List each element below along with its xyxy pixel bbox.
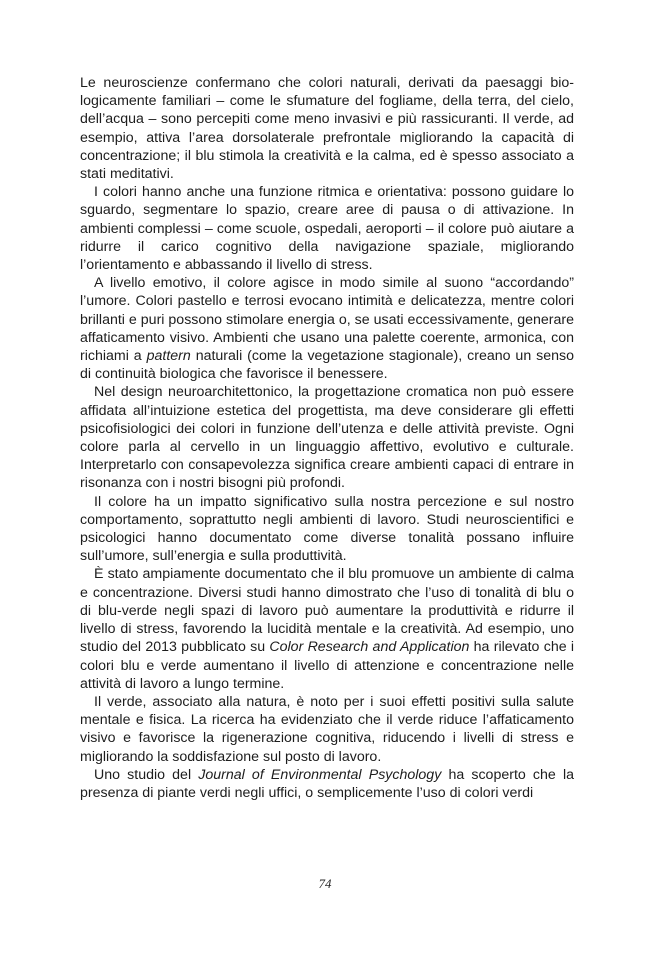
paragraph-text: ha rilevato che i colori blu e verde aumentano il livello di attenzione e concentrazione nelle attività di lavoro a lungo termine. [80, 639, 575, 692]
paragraph [80, 766, 574, 802]
paragraph [80, 693, 574, 766]
page-number: 74 [318, 876, 332, 891]
paragraph-text: I colori hanno anche una funzione ritmica e orientativa: possono guidare lo sguardo, segmentare lo spazio, creare aree di pausa o di attivazione. In ambienti complessi – come scuole, ospedali, aeroporti – il colore può aiutare a ridurre il carico cognitivo della navigazione spaziale, migliorando l’orientamento e abbassando il livello di stress. [80, 184, 574, 274]
paragraph-text: Il colore ha un impatto significativo sulla nostra percezione e sul nostro comportamento, soprattutto negli ambienti di lavoro. Studi neuroscientifici e psicologici hanno documentato come diverse tonalità possano influire sull’umore, sull’energia e sulla produttività. [80, 493, 574, 565]
paragraph-text: Il verde, associato alla natura, è noto per i suoi effetti positivi sulla salute mentale e fisica. La ricerca ha evidenziato che il verde riduce l’affaticamento visivo e favorisce la rigenerazione cognitiva, riducendo i livelli di stress e migliorando la soddisfazione sul posto di lavoro. [80, 693, 574, 765]
paragraph-text: Uno studio del [94, 766, 199, 783]
italic-text: Color Research and Application [269, 639, 470, 656]
paragraph-text: Nel design neuroarchitettonico, la progettazione cromatica non può essere affidata all’intuizione estetica del progettista, ma deve considerare gli effetti psicofisiologici dei colori in funzione dell’utenza e delle attività previste. Ogni colore parla al cervello in un linguaggio affettivo, evolutivo e culturale. Interpretarlo con consapevolezza significa creare ambienti capaci di entrare in risonanza con i nostri bisogni più profondi. [80, 384, 574, 492]
text-column [80, 74, 574, 802]
paragraph [80, 183, 574, 274]
paragraph [80, 383, 574, 492]
paragraph [80, 565, 574, 692]
paragraph [80, 493, 574, 566]
page-body [80, 74, 574, 802]
paragraph-text: È stato ampiamente documentato che il blu promuove un ambiente di calma e concentrazione. Diversi studi hanno dimostrato che l’uso di tonalità di blu o di blu-verde negli spazi di lavoro può aumentare la produttività e ridurre il livello di stress, favorendo la lucidità mentale e la creatività. Ad esempio, uno studio del 2013 pubblicato su [80, 566, 574, 656]
italic-text: Journal of Environmental Psychology [198, 766, 442, 783]
paragraph-text: A livello emotivo, il colore agisce in modo simile al suono “accordando” l’umore. Colori pastello e terrosi evocano intimità e delicatezza, mentre colori brillanti e puri possono stimolare energia o, se usati eccessivamente, generare affaticamento visivo. Ambienti che usano una palette coerente, armonica, con richiami a [80, 275, 574, 365]
italic-text: pattern [146, 348, 191, 365]
paragraph-text: Le neuroscienze confermano che colori naturali, derivati da paesaggi biologicamente familiari – come le sfumature del fogliame, della terra, del cielo, dell’acqua – sono percepiti come meno invasivi e più rassicuranti. Il verde, ad esempio, attiva l’area dorsolaterale prefrontale migliorando la capacità di concentrazione; il blu stimola la creatività e la calma, ed è spesso associato a stati meditativi. [80, 75, 574, 183]
paragraph [80, 74, 574, 183]
paragraph-text: ha scoperto che la presenza di piante verdi negli uffici, o semplicemente l’uso di colori verdi [80, 766, 574, 801]
paragraph [80, 274, 574, 383]
paragraph-text: naturali (come la vegetazione stagionale), creano un senso di continuità biologica che favorisce il benessere. [80, 348, 574, 383]
